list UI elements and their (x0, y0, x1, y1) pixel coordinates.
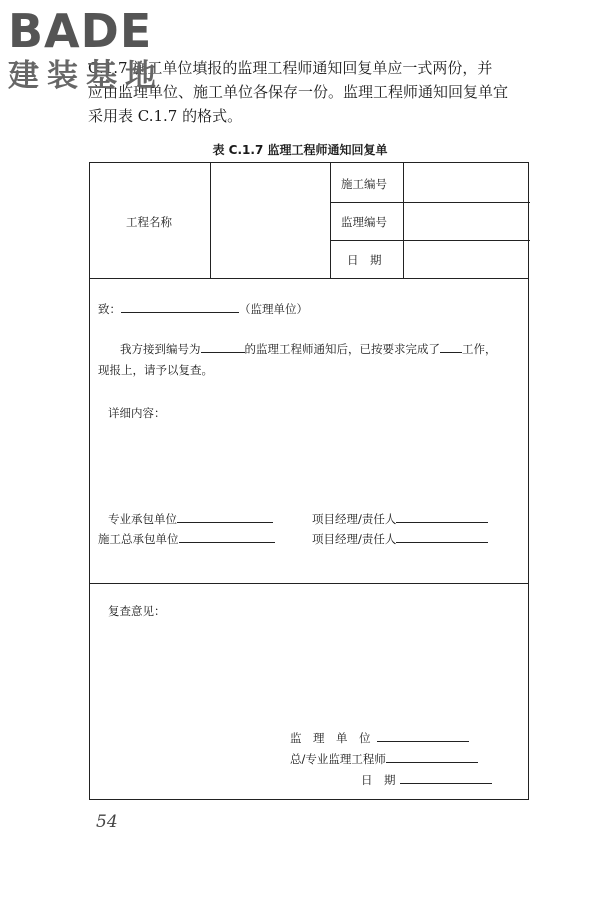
intro-line-2: 应由监理单位、施工单位各保存一份。监理工程师通知回复单宜 (88, 83, 509, 101)
bade-logo (8, 6, 178, 98)
reply-content-section (90, 278, 528, 584)
pm-blank-2 (396, 542, 488, 543)
review-date-line (361, 772, 492, 788)
page-number: 54 (96, 812, 118, 832)
to-prefix: 致： (98, 302, 121, 316)
pm-line-2 (312, 531, 488, 547)
sub-contractor-line (108, 511, 273, 527)
intro-line-1: C.1.7 施工单位填报的监理工程师通知回复单应一式两份，并 (88, 59, 493, 77)
header-divider (330, 163, 331, 278)
engineer-label: 总/专业监理工程师 (290, 752, 386, 766)
project-name-label: 工程名称 (126, 215, 172, 229)
statement-part-b: 的监理工程师通知后，已按要求完成了 (244, 342, 440, 356)
logo-brand: BADE (8, 4, 153, 58)
supervision-unit-label: 监 理 单 位 (290, 731, 371, 745)
to-suffix: （监理单位） (239, 302, 308, 316)
sub-contractor-blank (177, 522, 273, 523)
table-caption: 表 C.1.7 监理工程师通知回复单 (212, 143, 388, 157)
addressee-line (98, 301, 308, 317)
work-blank (440, 352, 462, 353)
header-row-line (330, 202, 530, 203)
supervision-no-label: 监理编号 (341, 215, 387, 229)
general-contractor-blank (179, 542, 275, 543)
construction-no-label: 施工编号 (341, 177, 387, 191)
supervision-unit-line (290, 730, 469, 746)
supervision-unit-blank (377, 741, 469, 742)
review-section (90, 583, 528, 801)
intro-line-3: 采用表 C.1.7 的格式。 (88, 107, 243, 125)
engineer-line (290, 751, 478, 767)
pm-label-2: 项目经理/责任人 (312, 532, 397, 546)
addressee-blank (121, 312, 239, 313)
pm-line-1 (312, 511, 488, 527)
header-row-line (330, 240, 530, 241)
statement-part-a: 我方接到编号为 (120, 342, 201, 356)
review-opinion-label: 复查意见： (108, 604, 166, 618)
review-date-label: 日 期 (361, 773, 396, 787)
form-header (90, 163, 528, 279)
reply-statement-line-2: 现报上，请予以复查。 (98, 363, 213, 377)
header-divider (210, 163, 211, 278)
review-date-blank (400, 783, 492, 784)
pm-blank-1 (396, 522, 488, 523)
general-contractor-line (98, 531, 275, 547)
logo-subtitle: 建装基地 (8, 58, 164, 94)
notice-no-blank (201, 352, 245, 353)
pm-label-1: 项目经理/责任人 (312, 512, 397, 526)
details-label: 详细内容： (108, 406, 166, 420)
statement-part-c: 工作， (462, 342, 497, 356)
reply-statement-line (120, 341, 497, 357)
engineer-blank (386, 762, 478, 763)
header-divider (403, 163, 404, 278)
general-contractor-label: 施工总承包单位 (98, 532, 179, 546)
date-label: 日 期 (347, 253, 382, 267)
sub-contractor-label: 专业承包单位 (108, 512, 177, 526)
notice-reply-form (89, 162, 529, 800)
